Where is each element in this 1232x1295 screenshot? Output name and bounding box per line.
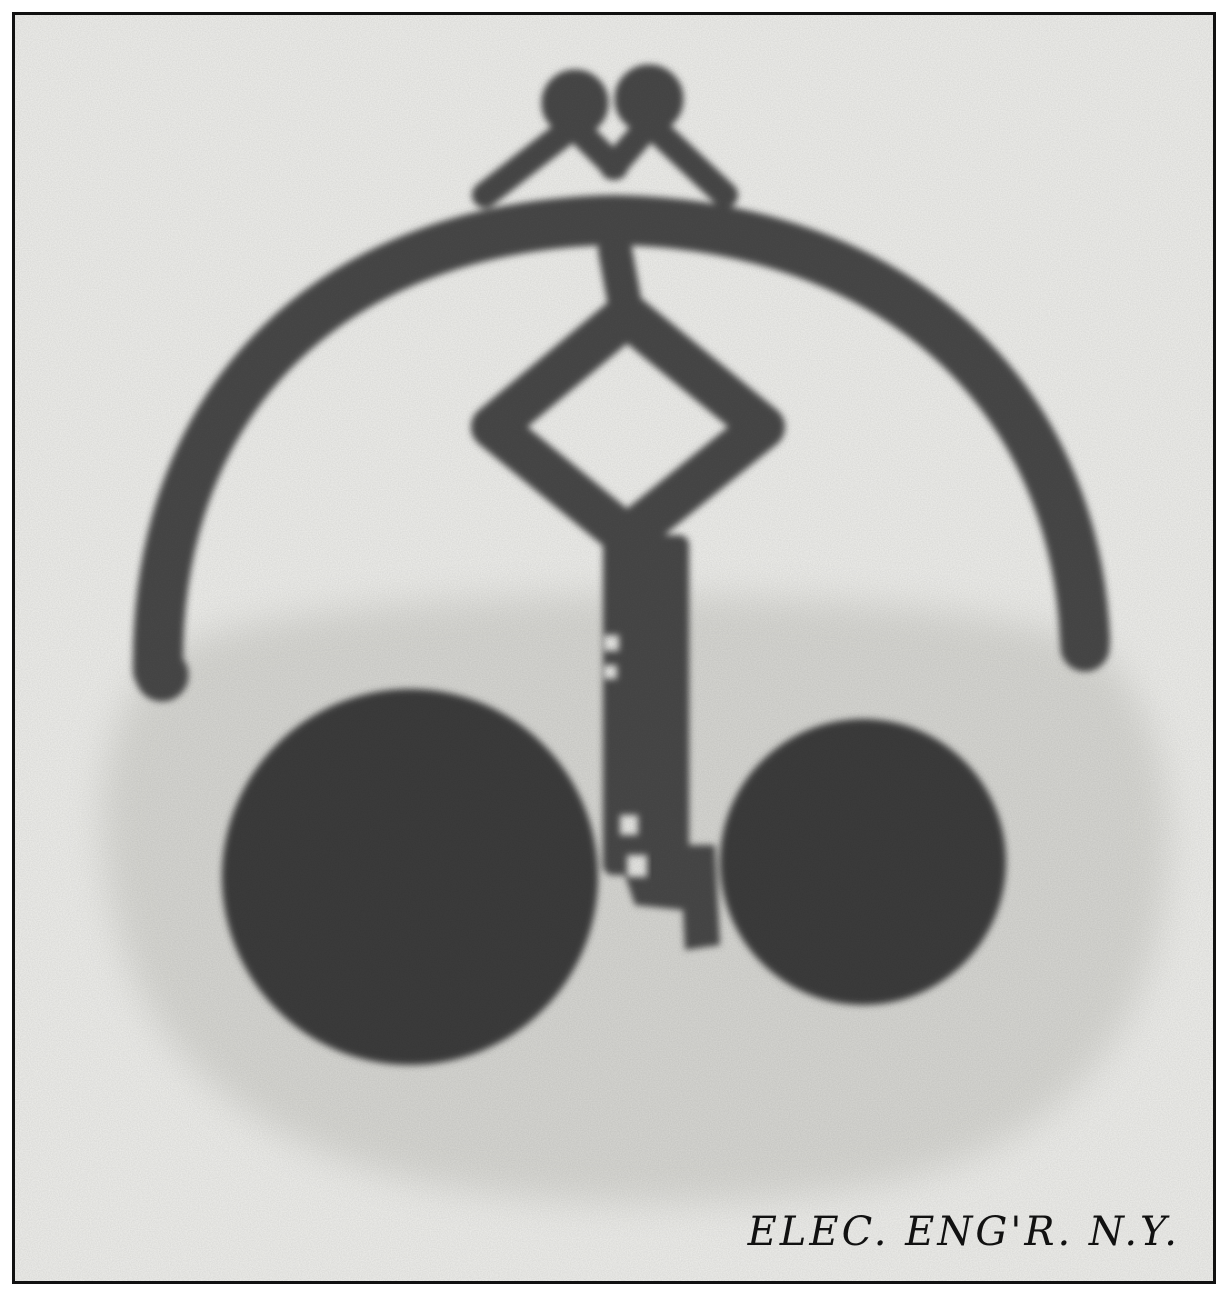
print-grain xyxy=(15,15,1213,1281)
xray-photograph xyxy=(15,15,1213,1281)
photo-frame xyxy=(12,12,1216,1284)
engraver-credit: ELEC. ENG'R. N.Y. xyxy=(747,1209,1180,1255)
